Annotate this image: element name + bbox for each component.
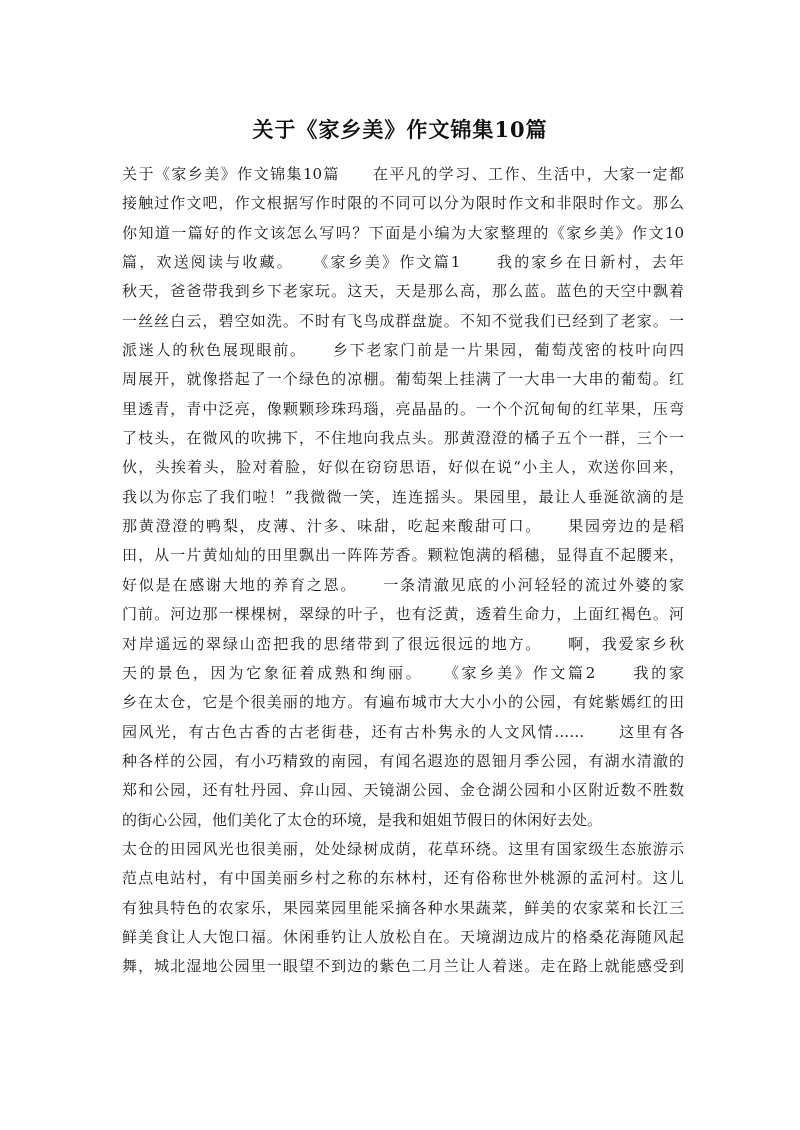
document-body: [122, 160, 684, 982]
body-line: 接触过作文吧，作文根据写作时限的不同可以分为限时作文和非限时作文。那么: [122, 194, 684, 213]
body-line: 乡在太仓，它是个很美丽的地方。有遍布城市大大小小的公园，有姹紫嫣红的田: [122, 693, 684, 712]
body-line: 范点电站村，有中国美丽乡村之称的东林村，还有俗称世外桃源的孟河村。这儿: [122, 869, 684, 888]
body-line: 秋天，爸爸带我到乡下老家玩。这天，天是那么高，那么蓝。蓝色的天空中飘着: [122, 282, 684, 301]
body-line: 你知道一篇好的作文该怎么写吗？下面是小编为大家整理的《家乡美》作文10: [122, 223, 684, 242]
body-line: 园风光，有古色古香的古老街巷，还有古朴隽永的人文风情…… 这里有各: [122, 722, 684, 741]
body-line: 关于《家乡美》作文锦集10篇 在平凡的学习、工作、生活中，大家一定都: [122, 165, 684, 183]
body-line: 鲜美食让人大饱口福。休闲垂钓让人放松自在。天境湖边成片的格桑花海随风起: [122, 927, 684, 946]
body-line: 天的景色，因为它象征着成熟和绚丽。 《家乡美》作文篇2 我的家: [122, 663, 684, 682]
body-line: 的街心公园，他们美化了太仓的环境，是我和姐姐节假日的休闲好去处。: [122, 810, 603, 829]
body-line: 篇，欢送阅读与收藏。 《家乡美》作文篇1 我的家乡在日新村，去年: [122, 253, 684, 272]
body-line: 种各样的公园，有小巧精致的南园，有闻名遐迩的恩钿月季公园，有湖水清澈的: [122, 751, 684, 770]
body-line: 了枝头，在微风的吹拂下，不住地向我点头。那黄澄澄的橘子五个一群，三个一: [122, 429, 684, 448]
body-line: 派迷人的秋色展现眼前。 乡下老家门前是一片果园，葡萄茂密的枝叶向四: [122, 341, 684, 360]
body-line: 那黄澄澄的鸭梨，皮薄、汁多、味甜，吃起来酸甜可口。 果园旁边的是稻: [122, 517, 684, 536]
body-line: 太仓的田园风光也很美丽，处处绿树成荫，花草环绕。这里有国家级生态旅游示: [122, 839, 684, 858]
body-line: 田，从一片黄灿灿的田里飘出一阵阵芳香。颗粒饱满的稻穗，显得直不起腰来，: [122, 546, 684, 565]
body-line: 里透青，青中泛亮，像颗颗珍珠玛瑙，亮晶晶的。一个个沉甸甸的红苹果，压弯: [122, 399, 684, 418]
body-line: 周展开，就像搭起了一个绿色的凉棚。葡萄架上挂满了一大串一大串的葡萄。红: [122, 370, 684, 389]
body-line: 舞，城北湿地公园里一眼望不到边的紫色二月兰让人着迷。走在路上就能感受到: [122, 957, 684, 976]
document-title: 关于《家乡美》作文锦集10篇: [252, 117, 548, 142]
body-line: 门前。河边那一棵棵树，翠绿的叶子，也有泛黄，透着生命力，上面红褐色。河: [122, 605, 684, 624]
body-line: 好似是在感谢大地的养育之恩。 一条清澈见底的小河轻轻的流过外婆的家: [122, 575, 684, 594]
body-line: 有独具特色的农家乐，果园菜园里能采摘各种水果蔬菜，鲜美的农家菜和长江三: [122, 898, 684, 917]
body-line: 对岸遥远的翠绿山峦把我的思绪带到了很远很远的地方。 啊，我爱家乡秋: [122, 634, 684, 653]
body-line: 我以为你忘了我们啦！”我微微一笑，连连摇头。果园里，最让人垂涎欲滴的是: [122, 487, 684, 506]
body-line: 一丝丝白云，碧空如洗。不时有飞鸟成群盘旋。不知不觉我们已经到了老家。一: [122, 311, 684, 330]
body-line: 伙，头挨着头，脸对着脸，好似在窃窃思语，好似在说“小主人，欢送你回来，: [122, 458, 684, 477]
body-line: 郑和公园，还有牡丹园、弇山园、天镜湖公园、金仓湖公园和小区附近数不胜数: [122, 781, 684, 800]
